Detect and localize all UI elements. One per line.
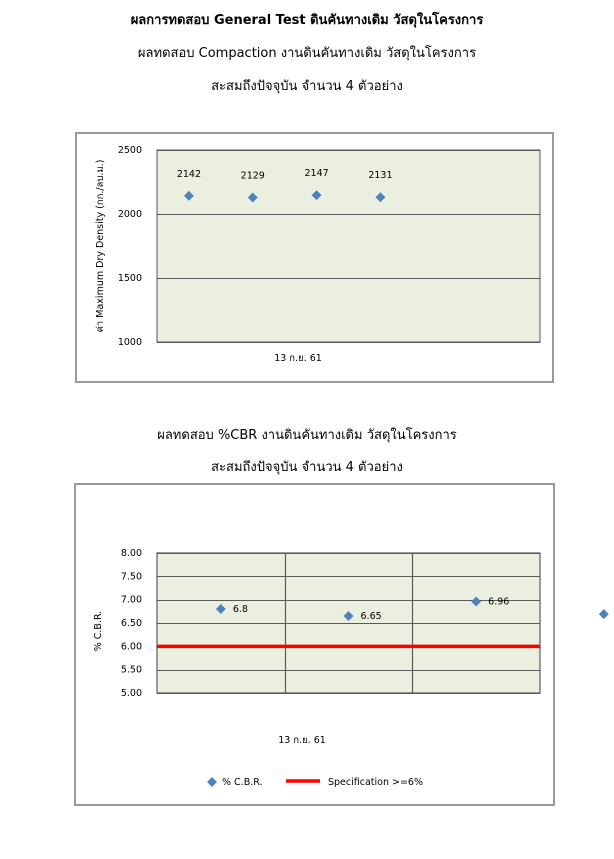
page-title: ผลการทดสอบ General Test ดินคันทางเดิม วัสดุในโครงการ [130,13,484,28]
cbr-y-tick-label: 5.00 [120,688,142,699]
cbr-data-point [599,609,609,619]
cbr-y-tick-label: 5.50 [120,664,142,676]
compaction-y-tick-label: 2500 [117,145,142,156]
cbr-x-axis-label: 13 ก.ย. 61 [278,735,326,746]
cbr-y-axis-label: % C.B.R. [93,610,104,652]
cbr-sample-count: สะสมถึงปัจจุบัน จำนวน 4 ตัวอย่าง [211,460,403,475]
legend-label-cbr: % C.B.R. [222,777,263,788]
legend-marker-cbr [207,777,217,787]
cbr-y-tick-label: 8.00 [120,548,142,559]
compaction-chart-title: ผลทดสอบ Compaction งานดินคันทางเดิม วัสดุในโครงการ [137,46,477,61]
compaction-data-label: 2131 [368,170,393,182]
compaction-data-label: 2142 [176,168,202,180]
compaction-y-tick-label: 2000 [117,209,142,220]
compaction-y-axis-label: ค่า Maximum Dry Density (กก./ลบ.ม.) [95,159,106,333]
compaction-sample-count: สะสมถึงปัจจุบัน จำนวน 4 ตัวอย่าง [211,79,403,94]
cbr-legend [207,777,423,788]
compaction-x-axis-label: 13 ก.ย. 61 [274,353,322,364]
cbr-y-tick-label: 6.00 [120,641,142,653]
compaction-plot-area [157,150,540,342]
compaction-data-label: 2147 [304,168,329,180]
legend-label-spec: Specification >=6% [328,777,424,788]
cbr-y-tick-label: 7.50 [120,571,142,583]
cbr-chart-title: ผลทดสอบ %CBR งานดินคันทางเดิม วัสดุในโครงการ [157,428,457,443]
cbr-data-label: 6.65 [360,611,382,622]
cbr-y-tick-label: 6.50 [120,618,142,629]
cbr-data-label: 6.96 [488,596,510,608]
cbr-data-label: 6.8 [232,604,248,615]
cbr-y-tick-label: 7.00 [120,594,142,606]
compaction-y-tick-label: 1500 [117,273,142,284]
compaction-y-tick-label: 1000 [117,337,142,348]
compaction-data-label: 2129 [240,170,265,182]
